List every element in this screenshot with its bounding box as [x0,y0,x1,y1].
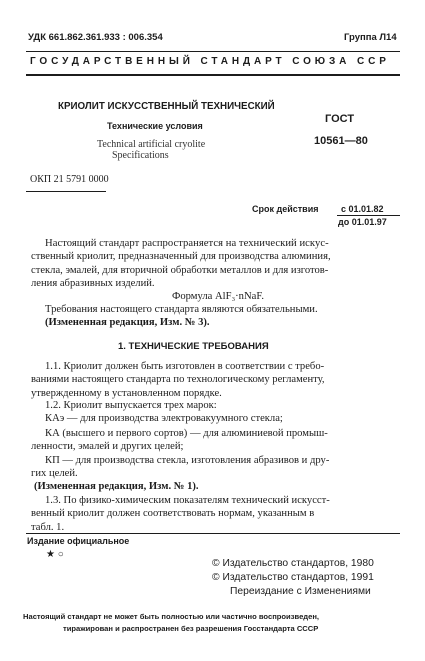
clause-line: утвержденному в установленном порядке. [31,387,222,399]
title-english: Technical artificial cryolite [97,139,206,150]
intro-line: ления абразивных изделий. [31,278,155,290]
group-code: Группа Л14 [344,32,397,43]
intro-paragraph [31,237,398,291]
footer-rule [26,533,400,534]
document-subtitle: Технические условия [107,121,203,131]
okp-rule [26,191,106,192]
gost-number: 10561—80 [314,135,368,147]
copyright-1991: © Издательство стандартов, 1991 [212,572,374,583]
validity-from: с 01.01.82 [341,204,384,214]
intro-line: стекла, эмалей, для вторичной обработки металлов и для изготов- [31,264,329,276]
clause-1-2: 1.2. Криолит выпускается трех марок: [45,400,217,411]
intro-line: ственный криолит, предназначенный для производства алюминия, [31,251,331,263]
header-rule-bottom [26,74,400,76]
validity-to: до 01.01.97 [338,217,387,227]
grade-line: КП — для производства стекла, изготовления абразивов и дру- [45,455,330,466]
subtitle-english: Specifications [112,150,169,161]
clause-line: 1.1. Криолит должен быть изготовлен в соответствии с требо- [45,361,325,372]
clause-line: ваниями настоящего стандарта по технологическому регламенту, [31,374,325,386]
edition-marks: ★ ○ [46,549,64,560]
clause-1-1 [31,360,398,400]
grade-line: ленности, эмалей и других целей; [31,441,184,453]
udk-code: УДК 661.862.361.933 : 006.354 [28,32,163,43]
grade-line: гих целей. [31,468,78,480]
section-amendment-note: (Измененная редакция, Изм. № 1). [34,481,199,492]
grade-kae: КАэ — для производства электровакуумного стекла; [45,413,283,424]
section-heading: 1. ТЕХНИЧЕСКИЕ ТРЕБОВАНИЯ [118,341,269,352]
amendment-note: (Измененная редакция, Изм. № 3). [45,317,210,328]
clause-line: табл. 1. [31,521,65,533]
grade-ka [31,427,398,454]
copyright-1980: © Издательство стандартов, 1980 [212,558,374,569]
validity-label: Срок действия [252,204,319,214]
validity-rule [337,215,400,216]
grade-line: КА (высшего и первого сортов) — для алюминиевой промыш- [45,428,328,439]
gost-label: ГОСТ [325,113,355,125]
okp-code: ОКП 21 5791 0000 [30,174,109,185]
official-edition: Издание официальное [27,536,130,546]
clause-1-3 [31,494,398,534]
copyright-notice-line: Настоящий стандарт не может быть полностью или частично воспроизведен, [23,612,320,621]
intro-line: Настоящий стандарт распространяется на технический искус- [45,238,329,249]
document-title: КРИОЛИТ ИСКУССТВЕННЫЙ ТЕХНИЧЕСКИЙ [58,101,275,112]
mandatory-note: Требования настоящего стандарта являются обязательными. [45,304,318,315]
grade-kp [31,454,398,481]
formula: Формула AlF₃·nNaF. [172,291,265,302]
clause-line: 1.3. По физико-химическим показателям технический искусст- [45,495,330,506]
clause-line: венный криолит должен соответствовать нормам, указанным в [31,508,315,520]
header-rule-top [26,51,400,52]
standard-body-banner: ГОСУДАРСТВЕННЫЙ СТАНДАРТ СОЮЗА ССР [30,56,390,67]
reissue-note: Переиздание с Изменениями [230,586,371,597]
copyright-notice-line: тиражирован и распространен без разрешения Госстандарта СССР [63,624,319,633]
